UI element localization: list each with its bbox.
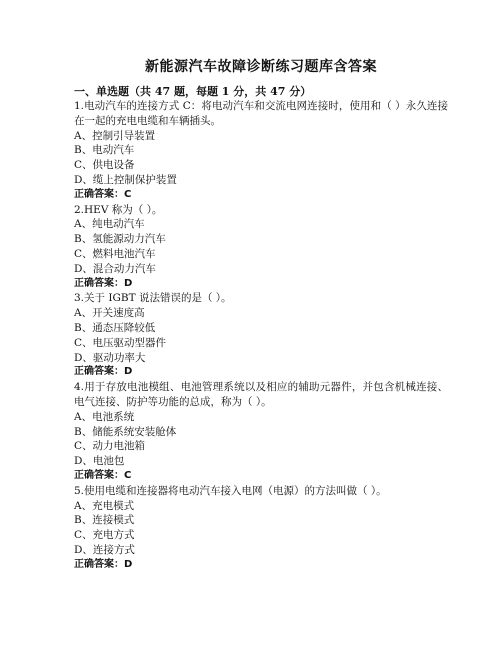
question-item — [74, 291, 448, 380]
answer-value: D — [124, 277, 133, 289]
answer-value: C — [124, 469, 132, 481]
option-c: C、动力电池箱 — [74, 440, 146, 453]
question-item — [74, 203, 448, 292]
option-d: D、混合动力汽车 — [74, 262, 156, 275]
question-stem: 2.HEV 称为（ ）。 — [74, 203, 163, 216]
answer-value: C — [124, 188, 132, 200]
option-b: B、氢能源动力汽车 — [74, 233, 166, 246]
option-a: A、充电模式 — [74, 499, 135, 512]
section-heading: 一、单选题（共 47 题，每题 1 分，共 47 分） — [74, 85, 312, 98]
option-a: A、控制引导装置 — [74, 129, 156, 142]
option-d: D、连接方式 — [74, 543, 135, 556]
answer-value: D — [124, 558, 133, 570]
correct-answer — [74, 558, 448, 573]
question-stem: 5.使用电缆和连接器将电动汽车接入电网（电源）的方法叫做（ ）。 — [74, 484, 387, 497]
option-b: B、通态压降较低 — [74, 321, 156, 334]
option-d: D、驱动功率大 — [74, 351, 146, 364]
answer-prefix: 正确答案： — [74, 366, 124, 378]
page-title: 新能源汽车故障诊断练习题库含答案 — [145, 59, 377, 75]
option-c: C、电压驱动型器件 — [74, 336, 167, 349]
option-d: D、电池包 — [74, 455, 125, 468]
option-c: C、燃料电池汽车 — [74, 247, 156, 260]
correct-answer — [74, 365, 448, 380]
answer-prefix: 正确答案： — [74, 277, 124, 289]
correct-answer — [74, 277, 448, 292]
answer-prefix: 正确答案： — [74, 558, 124, 570]
option-b: B、储能系统安装舱体 — [74, 425, 177, 438]
option-c: C、供电设备 — [74, 159, 135, 172]
question-stem: 3.关于 IGBT 说法错误的是（ ）。 — [74, 292, 232, 305]
option-c: C、充电方式 — [74, 529, 135, 542]
option-a: A、开关速度高 — [74, 307, 145, 320]
option-a: A、纯电动汽车 — [74, 218, 145, 231]
answer-prefix: 正确答案： — [74, 188, 124, 200]
question-stem: 1.电动汽车的连接方式 C：将电动汽车和交流电网连接时，使用和（ ）永久连接在一起的充电电缆和车辆插头。 — [74, 100, 448, 127]
question-item — [74, 484, 448, 573]
answer-value: D — [124, 366, 133, 378]
question-stem: 4.用于存放电池模组、电池管理系统以及相应的辅助元器件，并包含机械连接、电气连接、防护等功能的总成，称为（ ）。 — [74, 381, 448, 408]
correct-answer — [74, 188, 448, 203]
correct-answer — [74, 469, 448, 484]
option-b: B、连接模式 — [74, 514, 135, 527]
option-b: B、电动汽车 — [74, 144, 135, 157]
answer-prefix: 正确答案： — [74, 469, 124, 481]
option-d: D、缆上控制保护装置 — [74, 173, 177, 186]
question-item — [74, 99, 448, 203]
question-item — [74, 380, 448, 484]
option-a: A、电池系统 — [74, 410, 135, 423]
